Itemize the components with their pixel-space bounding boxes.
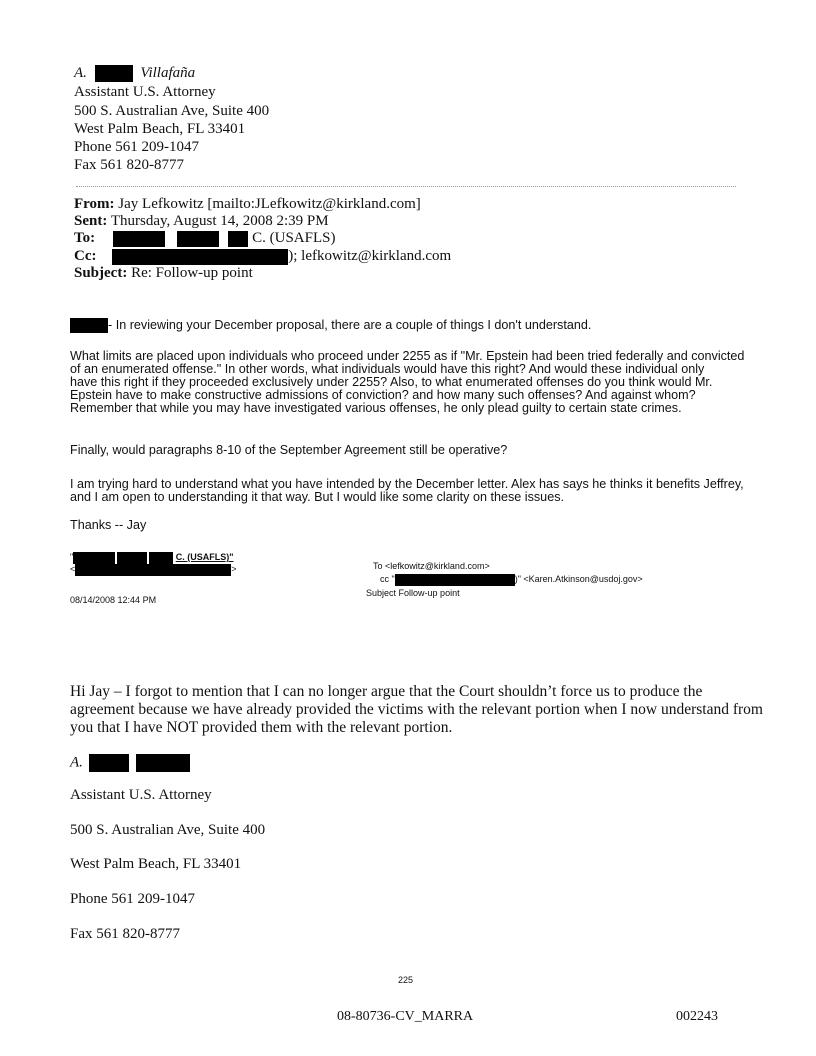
subject-label: Subject: [366, 588, 397, 598]
original-to: [373, 560, 490, 572]
cc-value: )" <Karen.Atkinson@usdoj.gov>: [514, 574, 643, 584]
bates-number: 002243: [676, 1009, 718, 1024]
reply-p2-line3: have this right if they proceeded exclusively under 2255? Also, to what enumerated offenses do you think would Mr.: [70, 375, 713, 389]
sender-name: C. (USAFLS)": [175, 552, 234, 562]
redaction-block: [113, 231, 165, 247]
reply-signoff: Thanks -- Jay: [70, 518, 147, 532]
to-label: To: [373, 561, 383, 571]
redaction-block: [149, 552, 173, 564]
signature-address2: West Palm Beach, FL 33401: [74, 121, 246, 137]
cc-quote: ": [391, 574, 395, 584]
cc-label: Cc:: [74, 248, 97, 264]
sender-quote: ": [70, 552, 74, 562]
original-sender-email: [70, 563, 237, 576]
redaction-block: [112, 249, 288, 265]
original-subject: [366, 587, 460, 599]
signature-title: Assistant U.S. Attorney: [74, 84, 216, 100]
original-date: 08/14/2008 12:44 PM: [70, 595, 157, 605]
reply-p1-text: - In reviewing your December proposal, there are a couple of things I don't understand.: [108, 317, 592, 332]
signature-phone: Phone 561 209-1047: [74, 139, 199, 155]
angle-open: <: [70, 564, 76, 574]
signature-bottom-title: Assistant U.S. Attorney: [70, 787, 212, 803]
sent-label: Sent:: [74, 213, 108, 229]
signature-name: [74, 64, 195, 82]
signature-bottom-address1: 500 S. Australian Ave, Suite 400: [70, 822, 266, 838]
original-body-line3: you that I have NOT provided them with the relevant portion.: [70, 719, 453, 736]
case-number: 08-80736-CV_MARRA: [337, 1009, 474, 1024]
signature-fax: Fax 561 820-8777: [74, 157, 184, 173]
redaction-block: [177, 231, 219, 247]
to-value: <lefkowitz@kirkland.com>: [385, 561, 490, 571]
separator-line: [76, 186, 736, 187]
redaction-block: [73, 552, 115, 564]
signature-initial: A.: [74, 65, 87, 81]
redaction-block: [136, 754, 190, 772]
reply-p4-line2: and I am open to understanding it that way. But I would like some clarity on these issues.: [70, 490, 564, 504]
original-cc: [380, 573, 643, 586]
redaction-block: [89, 754, 129, 772]
header-sent: [74, 213, 329, 230]
original-body-line2: agreement because we have already provided the victims with the relevant portion when I now understand from: [70, 701, 763, 718]
angle-close: >: [231, 564, 237, 574]
reply-p2-line1: What limits are placed upon individuals who proceed under 2255 as if "Mr. Epstein had been tried federally and convicted: [70, 349, 745, 363]
from-label: From:: [74, 196, 115, 212]
redaction-block: [395, 574, 515, 586]
header-cc: [74, 248, 451, 265]
to-label: To:: [74, 230, 96, 246]
signature-bottom-fax: Fax 561 820-8777: [70, 926, 180, 942]
from-value: Jay Lefkowitz [mailto:JLefkowitz@kirkland.com]: [118, 196, 421, 212]
redaction-block: [70, 318, 108, 333]
redaction-block: [117, 552, 147, 564]
reply-paragraph-3: Finally, would paragraphs 8-10 of the September Agreement still be operative?: [70, 443, 508, 457]
reply-p2-line4: Epstein have to make constructive admissions of conviction? and how many such offenses? And against whom?: [70, 388, 696, 402]
sent-value: Thursday, August 14, 2008 2:39 PM: [110, 213, 329, 229]
subject-value: Re: Follow-up point: [131, 265, 253, 281]
reply-paragraph-1: [70, 318, 591, 333]
redaction-block: [228, 231, 248, 247]
original-sender: [70, 551, 233, 564]
header-subject: [74, 265, 253, 282]
redaction-block: [75, 564, 231, 576]
signature-bottom-address2: West Palm Beach, FL 33401: [70, 856, 242, 872]
to-value: C. (USAFLS): [252, 230, 336, 246]
cc-value: ); lefkowitz@kirkland.com: [288, 248, 452, 264]
original-body-line1: Hi Jay – I forgot to mention that I can no longer argue that the Court shouldn’t force us to produce the: [70, 683, 703, 700]
subject-label: Subject:: [74, 265, 128, 281]
reply-p2-line2: of an enumerated offense." In other words, what individuals would have this right? And would these individual only: [70, 362, 705, 376]
reply-p4-line1: I am trying hard to understand what you have intended by the December letter. Alex has says he thinks it benefits Jeffrey,: [70, 477, 744, 491]
signature-bottom-name: [70, 754, 190, 772]
redaction-block: [95, 65, 133, 82]
signature-surname: Villafaña: [140, 65, 196, 81]
header-to: [74, 230, 335, 247]
cc-label: cc: [380, 574, 389, 584]
page-number: 225: [398, 975, 414, 985]
subject-value: Follow-up point: [398, 588, 460, 598]
signature-address1: 500 S. Australian Ave, Suite 400: [74, 103, 270, 119]
reply-p2-line5: Remember that while you may have investigated various offenses, he only plead guilty to certain state crimes.: [70, 401, 682, 415]
signature-initial: A.: [70, 754, 83, 771]
header-from: [74, 196, 421, 213]
signature-bottom-phone: Phone 561 209-1047: [70, 891, 195, 907]
